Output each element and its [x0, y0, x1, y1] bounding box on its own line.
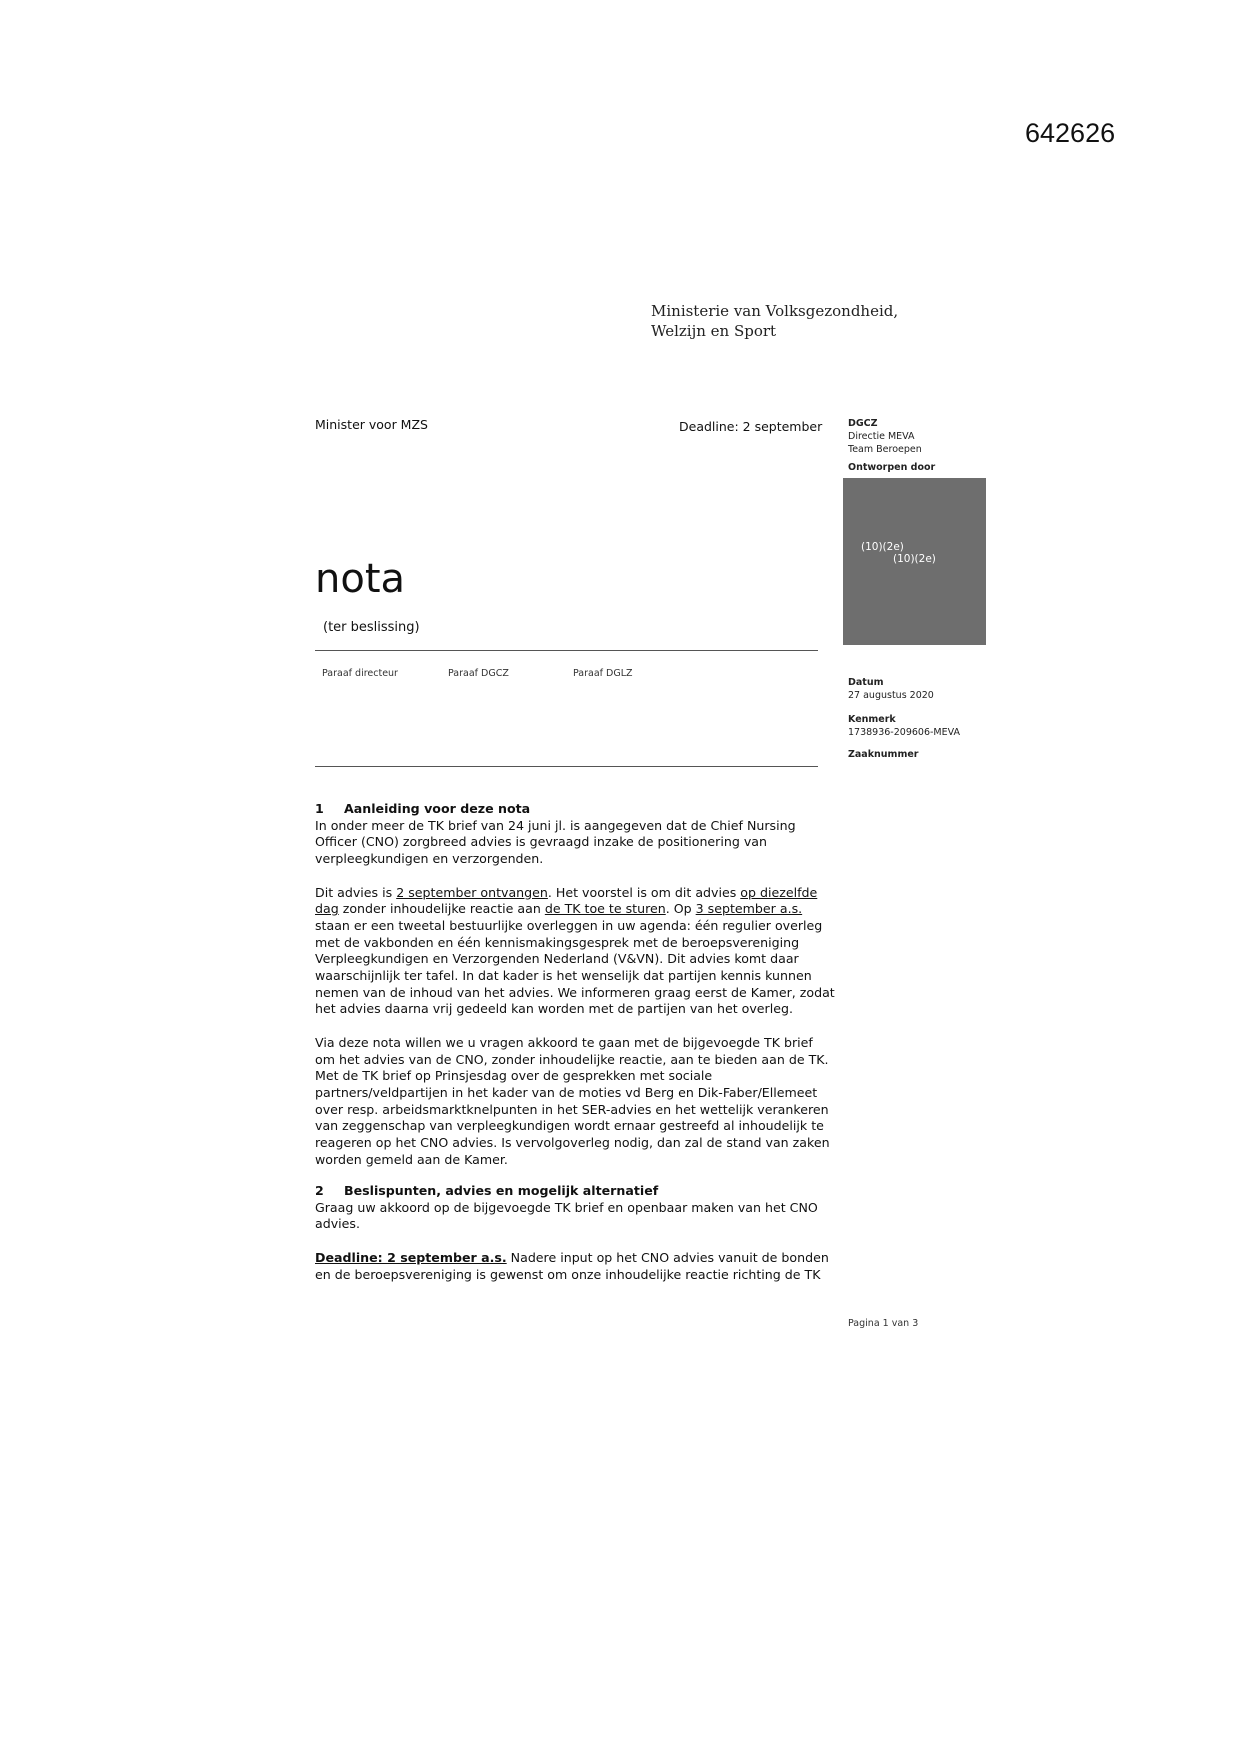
paraaf-director: Paraaf directeur: [322, 668, 398, 679]
divider-top: [315, 650, 818, 651]
text-run: . Op: [665, 901, 696, 917]
sidebar-case-label: Zaaknummer: [848, 749, 919, 760]
sidebar-team: Team Beroepen: [848, 444, 922, 455]
section-1-heading: [315, 801, 835, 818]
text-run: staan er een tweetal bestuurlijke overleggen in uw agenda: één regulier overleg met de vakbonden en één kennismakingsgesprek met de beroepsvereniging Verpleegkundigen en Verzorgenden Nederland (V&VN). Dit advies komt daar waarschijnlijk ter tafel. In dat kader is het wenselijk dat partijen kennis kunnen nemen van de inhoud van het advies. We informeren graag eerst de Kamer, zodat het advies daarna vrij gedeeld kan worden met de partijen van het overleg.: [315, 917, 835, 1017]
sidebar-dept: Directie MEVA: [848, 431, 915, 442]
redaction-block: [843, 478, 986, 645]
paraaf-dglz: Paraaf DGLZ: [573, 668, 633, 679]
page-number: Pagina 1 van 3: [848, 1318, 919, 1329]
text-run: Dit advies is: [315, 884, 397, 900]
sidebar-ref-label: Kenmerk: [848, 714, 896, 725]
sidebar-date-label: Datum: [848, 677, 884, 688]
section-1-number: 1: [315, 801, 324, 816]
ministry-line-2: Welzijn en Sport: [651, 322, 777, 340]
divider-bottom: [315, 766, 818, 767]
sidebar-date-value: 27 augustus 2020: [848, 690, 934, 701]
ministry-logo-text: [651, 301, 898, 341]
underlined-text: 3 september a.s.: [695, 901, 803, 917]
section-1-paragraph-2: [315, 885, 835, 1019]
redaction-code-1: (10)(2e): [861, 541, 904, 553]
sidebar-date: [848, 676, 934, 702]
deadline-header: Deadline: 2 september: [679, 419, 823, 434]
deadline-label: Deadline: 2 september a.s.: [315, 1249, 507, 1265]
page-subtitle: (ter beslissing): [323, 620, 420, 635]
section-2-paragraph-2: [315, 1250, 835, 1283]
sidebar-reference: [848, 713, 960, 739]
sidebar-org: [848, 417, 922, 456]
text-run: . Het voorstel is om dit advies: [547, 884, 741, 900]
redaction-code-2: (10)(2e): [893, 553, 936, 565]
section-2-number: 2: [315, 1183, 324, 1198]
sidebar-org-name: DGCZ: [848, 418, 878, 429]
section-1-paragraph-3: Via deze nota willen we u vragen akkoord te gaan met de bijgevoegde TK brief om het advies van de CNO, zonder inhoudelijke reactie, aan te bieden aan de TK. Met de TK brief op Prinsjesdag over de gesprekken met sociale partners/veldpartijen in het kader van de moties vd Berg en Dik-Faber/Ellemeet over resp. arbeidsmarktknelpunten in het SER-advies en het wettelijk verankeren van zeggenschap van verpleegkundigen wordt ernaar gestreefd al inhoudelijk te reageren op het CNO advies. Is vervolgoverleg nodig, dan zal de stand van zaken worden gemeld aan de Kamer.: [315, 1034, 830, 1167]
text-run: Nadere input op het CNO advies vanuit de bonden en de beroepsvereniging is gewenst om onze inhoudelijke reactie richting de TK: [315, 1249, 829, 1282]
text-run: zonder inhoudelijke reactie aan: [338, 901, 545, 917]
section-2-title: Beslispunten, advies en mogelijk alternatief: [344, 1183, 659, 1198]
section-2: [315, 1183, 835, 1283]
ministry-line-1: Ministerie van Volksgezondheid,: [651, 302, 899, 320]
section-2-heading: [315, 1183, 835, 1200]
section-1-paragraph-1: In onder meer de TK brief van 24 juni jl. is aangegeven dat de Chief Nursing Officer (CNO) zorgbreed advies is gevraagd inzake de positionering van verpleegkundigen en verzorgenden.: [315, 817, 796, 867]
sidebar-designed-by-label: Ontworpen door: [848, 462, 936, 473]
section-1: [315, 801, 835, 1168]
paraaf-dgcz: Paraaf DGCZ: [448, 668, 509, 679]
document-number: 642626: [1025, 118, 1116, 148]
section-2-paragraph-1: Graag uw akkoord op de bijgevoegde TK brief en openbaar maken van het CNO advies.: [315, 1199, 818, 1232]
addressee: Minister voor MZS: [315, 417, 428, 432]
underlined-text: op diezelfde dag: [315, 884, 818, 917]
sidebar-ref-value: 1738936-209606-MEVA: [848, 727, 961, 738]
underlined-text: de TK toe te sturen: [544, 901, 666, 917]
section-1-title: Aanleiding voor deze nota: [344, 801, 531, 816]
underlined-text: 2 september ontvangen: [396, 884, 548, 900]
page-title: nota: [315, 556, 406, 602]
